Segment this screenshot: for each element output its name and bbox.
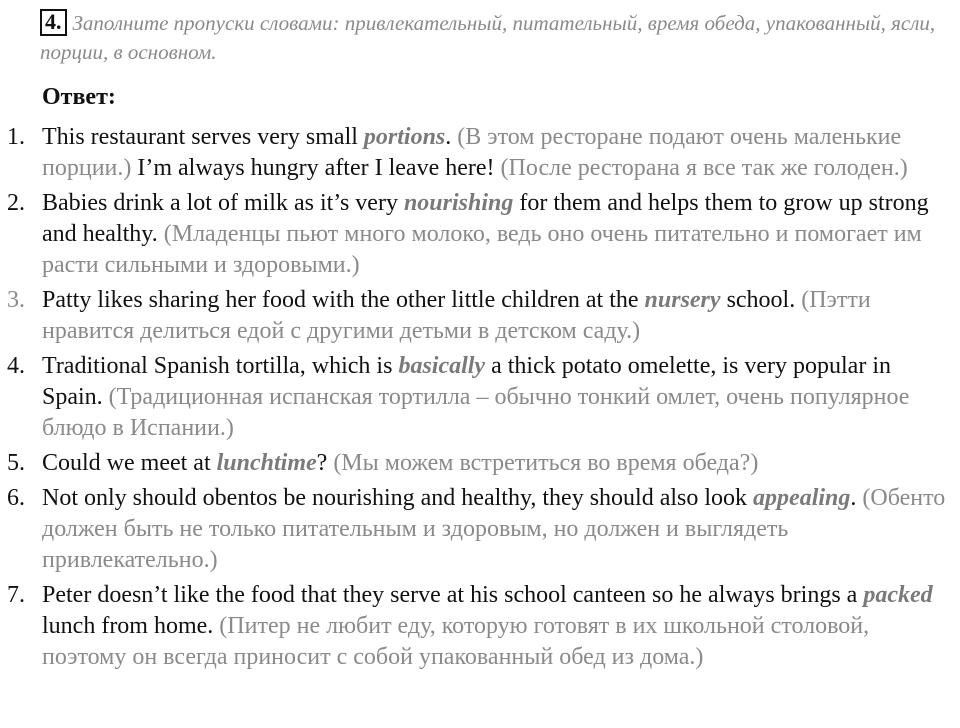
sentence-text: for them and helps them to grow up strong and healthy. [42,190,929,247]
translation-text: (После ресторана я все так же голоден.) [494,155,908,181]
sentence-text: I’m always hungry after I leave here! [131,155,495,181]
answer-keyword: packed [863,582,933,608]
item-number: 7. [7,582,25,608]
answer-keyword: basically [398,353,486,379]
translation-text: (Питер не любит еду, которую готовят в их школьной столовой, поэтому он всегда приносит с собой упакованный обед из дома.) [42,613,870,670]
item-number: 3. [7,287,25,313]
answer-item-6 [0,483,960,576]
sentence-text: Patty likes sharing her food with the other little children at the [42,287,645,313]
translation-text: (Пэтти нравится делиться едой с другими детьми в детском саду.) [42,287,871,344]
task-instruction: Заполните пропуски словами: привлекательный, питательный, время обеда, упакованный, ясли, порции, в основном. [40,11,936,64]
sentence-text: a thick potato omelette, is very popular in Spain. [42,353,891,410]
translation-text: (Мы можем встретиться во время обеда?) [327,450,759,476]
answer-keyword: appealing [753,485,851,511]
answer-item-4 [0,351,960,444]
task-header [40,9,940,67]
sentence-text: This restaurant serves very small [42,124,364,150]
translation-text: (Младенцы пьют много молоко, ведь оно очень питательно и помогает им расти сильными и здоровыми.) [42,221,922,278]
sentence-text: Could we meet at [42,450,217,476]
sentence-text: Not only should obentos be nourishing and healthy, they should also look [42,485,754,511]
item-number: 2. [7,190,25,216]
sentence-text: Babies drink a lot of milk as it’s very [42,190,404,216]
sentence-text: . [850,485,857,511]
translation-text: (В этом ресторане подают очень маленькие порции.) [42,124,902,181]
answer-item-5 [0,448,960,479]
answer-list [0,122,960,677]
answer-keyword: lunchtime [216,450,317,476]
task-number: 4. [40,9,67,36]
item-number: 5. [7,450,25,476]
item-number: 4. [7,353,25,379]
answer-keyword: portions [363,124,446,150]
sentence-text: Peter doesn’t like the food that they serve at his school canteen so he always brings a [42,582,864,608]
answer-keyword: nursery [644,287,721,313]
answer-item-1 [0,122,960,184]
translation-text: (Обенто должен быть не только питательным и здоровым, но должен и выглядеть привлекательно.) [42,485,946,573]
answer-item-2 [0,188,960,281]
answer-item-3 [0,285,960,347]
sentence-text: Traditional Spanish tortilla, which is [42,353,399,379]
item-number: 6. [7,485,25,511]
answer-label: Ответ: [42,84,116,110]
sentence-text: . [445,124,452,150]
translation-text: (Традиционная испанская тортилла – обычно тонкий омлет, очень популярное блюдо в Испании.) [42,384,910,441]
answer-item-7 [0,580,960,673]
sentence-text: ? [316,450,328,476]
sentence-text: lunch from home. [42,613,214,639]
sentence-text: school. [720,287,796,313]
item-number: 1. [7,124,25,150]
answer-keyword: nourishing [403,190,514,216]
